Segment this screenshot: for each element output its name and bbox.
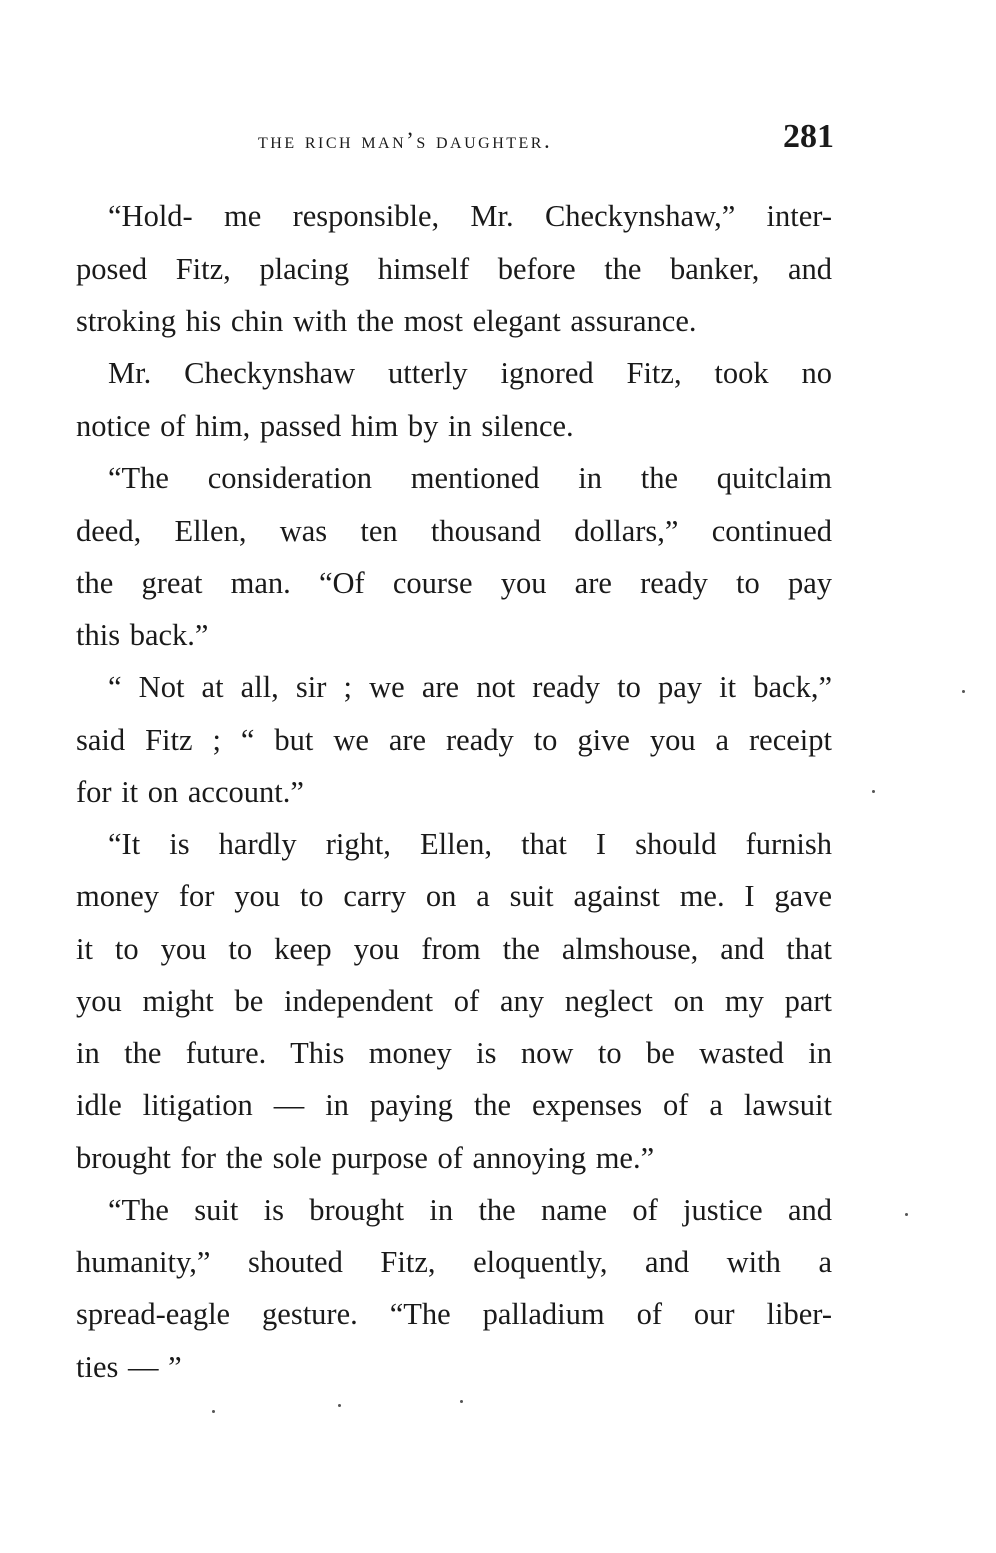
text-line: in the future. This money is now to be wasted in (76, 1036, 832, 1070)
text-line: it to you to keep you from the almshouse, and that (76, 932, 832, 966)
running-title: the rich man’s daughter. (258, 128, 553, 153)
text-line: “It is hardly right, Ellen, that I should furnish (108, 827, 832, 861)
text-line: idle litigation — in paying the expenses of a lawsuit (76, 1088, 832, 1122)
text-line: “The consideration mentioned in the quitclaim (108, 461, 832, 495)
text-line: deed, Ellen, was ten thousand dollars,” continued (76, 514, 832, 548)
paper-speck (905, 1213, 908, 1216)
paper-speck (872, 790, 875, 793)
text-line: you might be independent of any neglect on my part (76, 984, 832, 1018)
paper-speck (338, 1404, 341, 1407)
text-line: Mr. Checkynshaw utterly ignored Fitz, took no (108, 356, 832, 390)
text-line: stroking his chin with the most elegant assurance. (76, 304, 697, 338)
page-number: 281 (783, 118, 834, 155)
text-line: posed Fitz, placing himself before the banker, and (76, 252, 832, 286)
text-line: this back.” (76, 618, 209, 652)
text-line: notice of him, passed him by in silence. (76, 409, 574, 443)
paper-speck (460, 1400, 463, 1403)
text-line: humanity,” shouted Fitz, eloquently, and with a (76, 1245, 832, 1279)
text-line: the great man. “Of course you are ready to pay (76, 566, 832, 600)
text-line: “ Not at all, sir ; we are not ready to pay it back,” (108, 670, 832, 704)
text-line: “The suit is brought in the name of justice and (108, 1193, 832, 1227)
paper-speck (212, 1410, 215, 1413)
text-line: spread-eagle gesture. “The palladium of our liber- (76, 1297, 832, 1331)
text-line: “Hold- me responsible, Mr. Checkynshaw,” inter- (108, 199, 832, 233)
running-head (76, 118, 834, 162)
text-line: ties — ” (76, 1350, 182, 1384)
paper-speck (962, 690, 965, 693)
text-line: brought for the sole purpose of annoying me.” (76, 1141, 655, 1175)
text-line: for it on account.” (76, 775, 304, 809)
text-line: money for you to carry on a suit against me. I gave (76, 879, 832, 913)
text-line: said Fitz ; “ but we are ready to give you a receipt (76, 723, 832, 757)
